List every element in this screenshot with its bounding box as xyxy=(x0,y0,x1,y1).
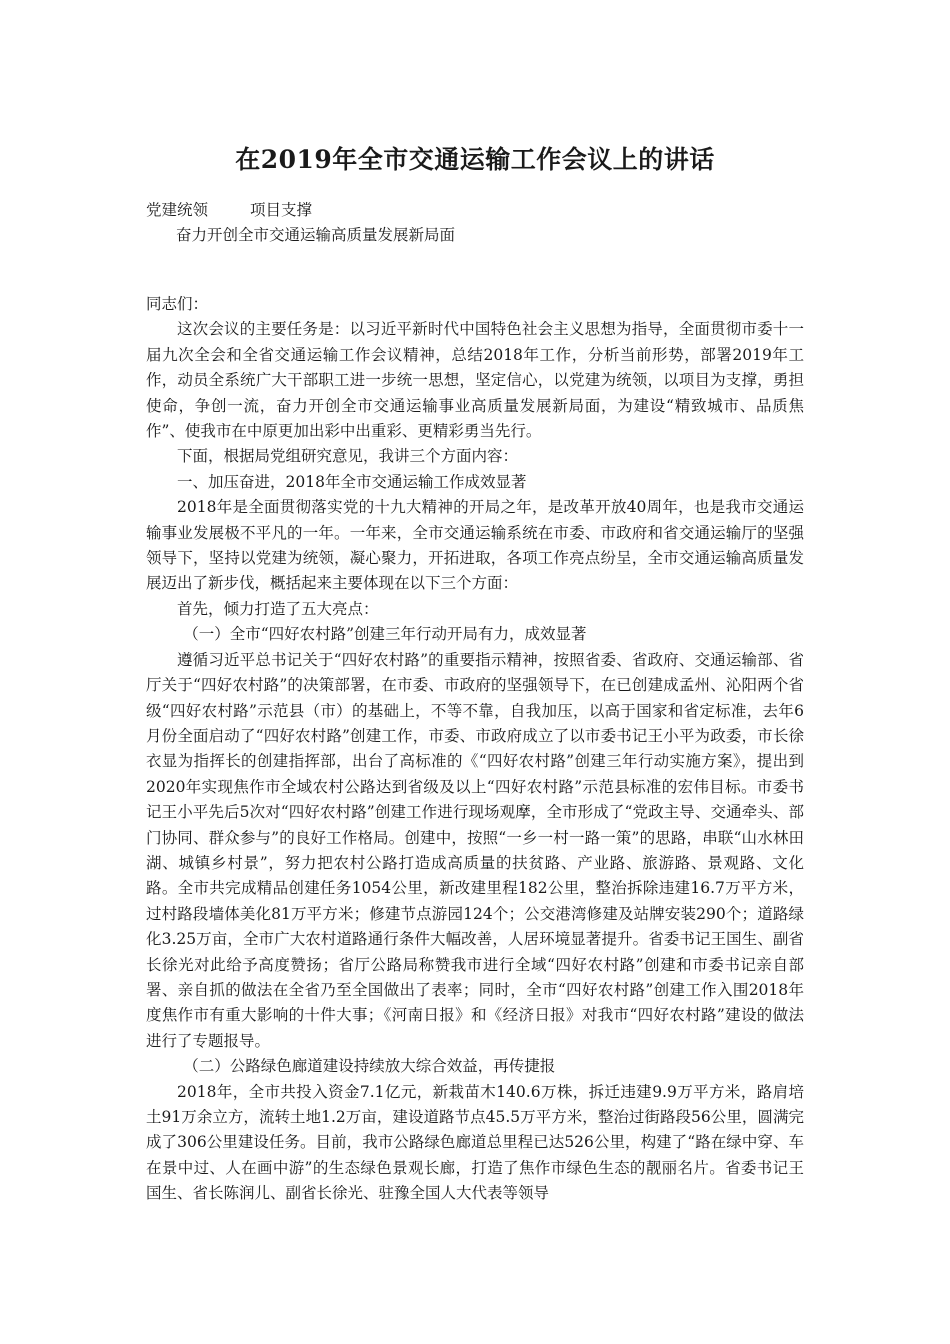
document-title: 在2019年全市交通运输工作会议上的讲话 xyxy=(235,145,715,174)
paragraph: 下面，根据局党组研究意见，我讲三个方面内容： xyxy=(177,447,519,466)
paragraph: 遵循习近平总书记关于“四好农村路”的重要指示精神，按照省委、省政府、交通运输部、省厅关于“四好农村路”的决策部署，在市委、市政府的坚强领导下，在已创建成孟州、沁阳两个省级“四好农村路”示范县（市）的基础上，不等不靠，自我加压，以高于国家和省定标准，去年6月份全面启动了“四好农村路”创建工作，市委、市政府成立了以市委书记王小平为政委，市长徐衣显为指挥长的创建指挥部，出台了高标准的《“四好农村路”创建三年行动实施方案》，提出到2020年实现焦作市全域农村公路达到省级及以上“四好农村路”示范县标准的宏伟目标。市委书记王小平先后5次对“四好农村路”创建工作进行现场观摩，全市形成了“党政主导、交通牵头、部门协同、群众参与”的良好工作格局。创建中，按照“一乡一村一路一策”的思路，串联“山水林田湖、城镇乡村景”，努力把农村公路打造成高质量的扶贫路、产业路、旅游路、景观路、文化路。全市共完成精品创建任务1054公里，新改建里程182公里，整治拆除违建16.7万平方米，过村路段墙体美化81万平方米；修建节点游园124个；公交港湾修建及站牌安装290个；道路绿化3.25万亩，全市广大农村道路通行条件大幅改善，人居环境显著提升。省委书记王国生、副省长徐光对此给予高度赞扬；省厅公路局称赞我市进行全域“四好农村路”创建和市委书记亲自部署、亲自抓的做法在全省乃至全国做出了表率；同时，全市“四好农村路”创建工作入围2018年度焦作市有重大影响的十件大事；《河南日报》和《经济日报》对我市“四好农村路”建设的做法进行了专题报导。 xyxy=(146,650,804,1050)
section-heading: 一、加压奋进，2018年全市交通运输工作成效显著 xyxy=(177,472,527,491)
paragraph: 2018年是全面贯彻落实党的十九大精神的开局之年，是改革开放40周年，也是我市交通运输事业发展极不平凡的一年。一年来，全市交通运输系统在市委、市政府和省交通运输厅的坚强领导下，坚持以党建为统领，凝心聚力，开拓进取，各项工作亮点纷呈，全市交通运输高质量发展迈出了新步伐，概括起来主要体现在以下三个方面： xyxy=(146,498,804,593)
theme-line xyxy=(146,199,312,221)
paragraph: 2018年，全市共投入资金7.1亿元，新栽苗木140.6万株，拆迁违建9.9万平方米，路肩培土91万余立方，流转土地1.2万亩，建设道路节点45.5万平方米，整治过街路段56公里，圆满完成了306公里建设任务。目前，我市公路绿色廊道总里程已达526公里，构建了“路在绿中穿、车在景中过、人在画中游”的生态绿色景观长廊，打造了焦作市绿色生态的靓丽名片。省委书记王国生、省长陈润儿、副省长徐光、驻豫全国人大代表等领导 xyxy=(146,1082,804,1203)
paragraph: 首先，倾力打造了五大亮点： xyxy=(177,599,379,618)
document-subtitle: 奋力开创全市交通运输高质量发展新局面 xyxy=(176,226,456,244)
theme-right: 项目支撑 xyxy=(250,201,313,219)
salutation: 同志们： xyxy=(146,295,209,313)
theme-left: 党建统领 xyxy=(146,201,209,219)
subsection-heading: （二）公路绿色廊道建设持续放大综合效益，再传捷报 xyxy=(183,1057,556,1076)
subsection-heading: （一）全市“四好农村路”创建三年行动开局有力，成效显著 xyxy=(183,625,587,644)
document-body xyxy=(146,292,804,1207)
paragraph: 这次会议的主要任务是：以习近平新时代中国特色社会主义思想为指导，全面贯彻市委十一届九次全会和全省交通运输工作会议精神，总结2018年工作，分析当前形势，部署2019年工作，动员全系统广大干部职工进一步统一思想，坚定信心，以党建为统领，以项目为支撑，勇担使命，争创一流，奋力开创全市交通运输事业高质量发展新局面，为建设“精致城市、品质焦作”、使我市在中原更加出彩中出重彩、更精彩勇当先行。 xyxy=(146,320,804,441)
